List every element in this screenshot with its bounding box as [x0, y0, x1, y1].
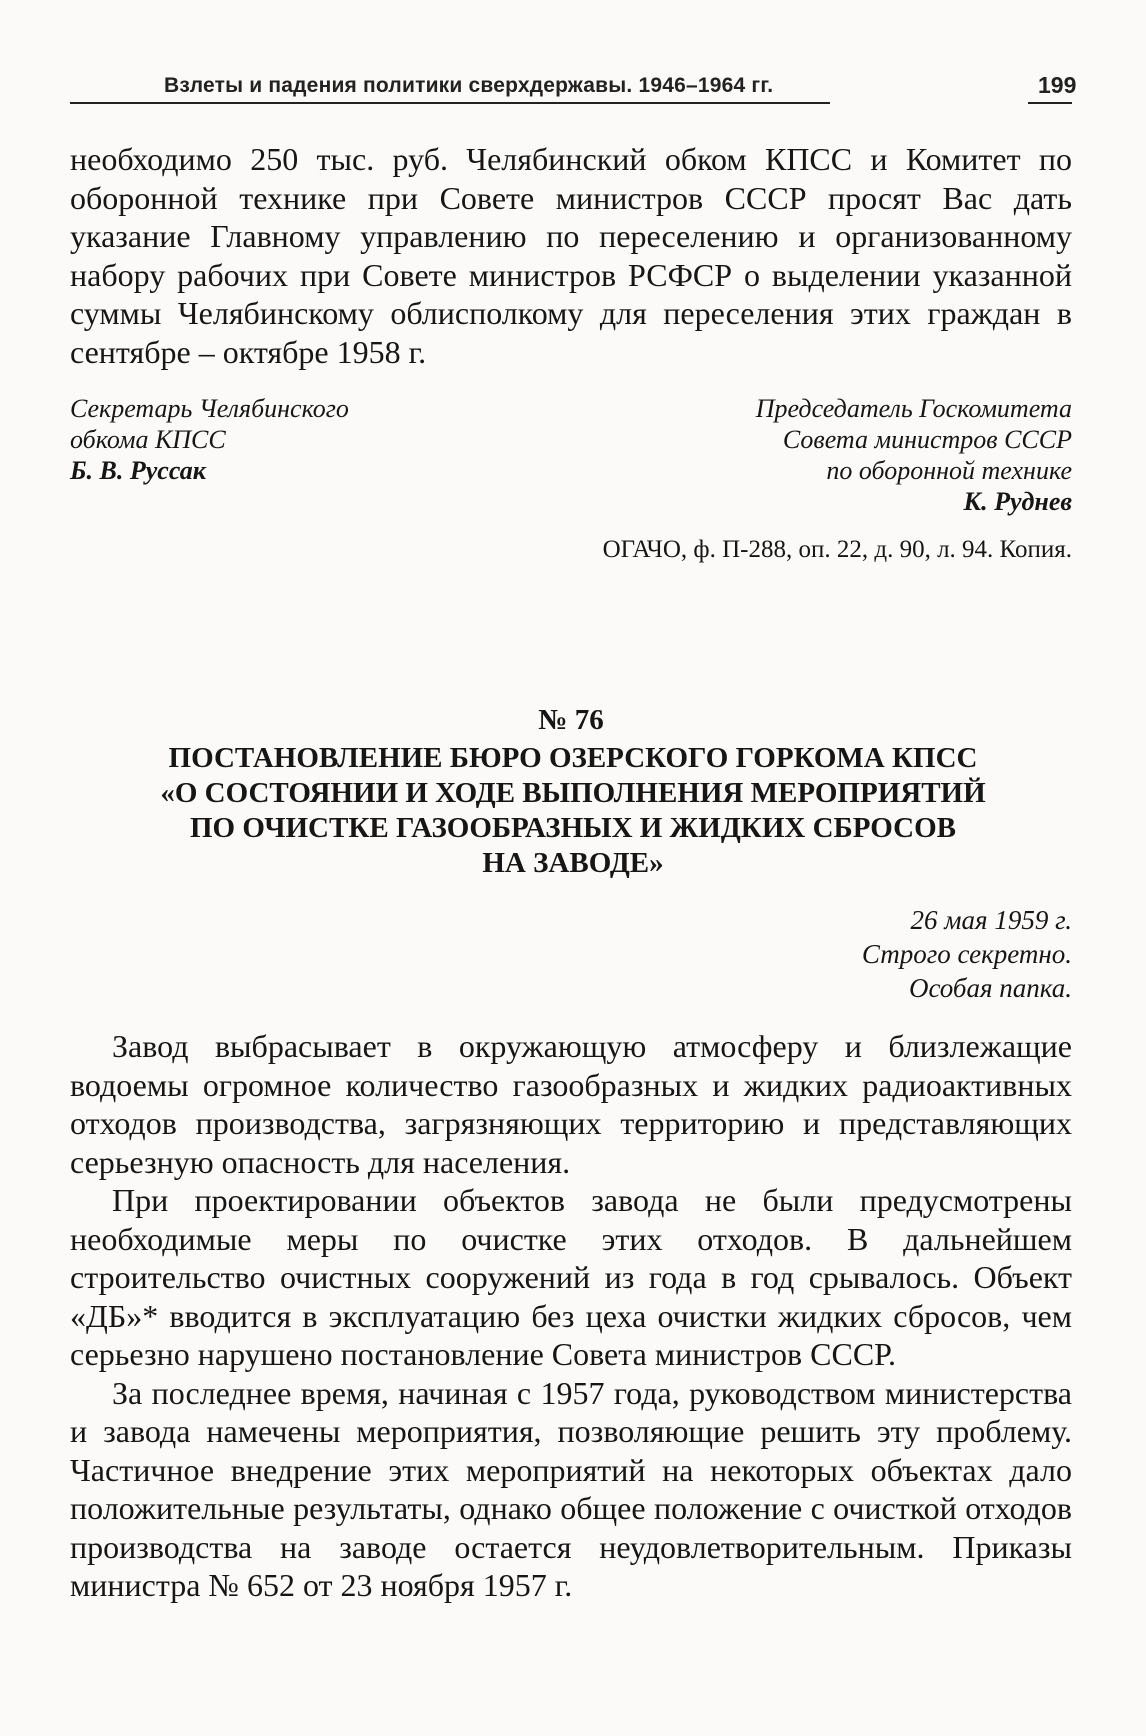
document-body [70, 1027, 1072, 1605]
signature-left-name: Б. В. Руссак [70, 456, 206, 485]
header-rule [70, 102, 830, 104]
body-paragraph: За последнее время, начиная с 1957 года, руководством министерства и завода намечены мероприятия, позволяющие решить эту проблему. Частичное внедрение этих мероприятий на некоторых объектах дало положительные результаты, однако общее положение с очисткой отходов производства на заводе остается неудовлетворительным. Приказы министра № 652 от 23 ноября 1957 г. [70, 1374, 1072, 1603]
signature-left [70, 393, 349, 486]
document-classification: Строго секретно. [861, 939, 1072, 969]
signatures-block [70, 393, 1072, 531]
signature-right [756, 393, 1072, 517]
body-paragraph: При проектировании объектов завода не были предусмотрены необходимые меры по очистке этих отходов. В дальнейшем строительство очистных сооружений из года в год срывалось. Объект «ДБ»* вводится в эксплуатацию без цеха очистки жидких сбросов, чем серьезно нарушено постановление Совета министров СССР. [70, 1182, 1072, 1372]
document-title-line: «О СОСТОЯНИИ И ХОДЕ ВЫПОЛНЕНИЯ МЕРОПРИЯТИЙ [160, 777, 986, 809]
document-title-line: НА ЗАВОДЕ» [482, 847, 664, 879]
document-number: № 76 [538, 704, 604, 736]
document-folder: Особая папка. [908, 973, 1072, 1003]
signature-left-position: Секретарь Челябинского [70, 394, 349, 423]
signature-right-position: Председатель Госкомитета [755, 394, 1072, 423]
document-title-line: ПО ОЧИСТКЕ ГАЗООБРАЗНЫХ И ЖИДКИХ СБРОСОВ [190, 812, 956, 844]
body-paragraph: Завод выбрасывает в окружающую атмосферу и близлежащие водоемы огромное количество газообразных и жидких радиоактивных отходов производства, загрязняющих территорию и представляющих серьезную опасность для населения. [70, 1028, 1072, 1180]
signature-right-department: по оборонной технике [826, 456, 1072, 485]
page-content [70, 140, 1072, 1605]
top-paragraph: необходимо 250 тыс. руб. Челябинский обком КПСС и Комитет по оборонной технике при Совете министров СССР просят Вас дать указание Главному управлению по переселению и организованному набору рабочих при Совете министров РСФСР о выделении указанной суммы Челябинскому облисполкому для переселения этих граждан в сентябре – октябре 1958 г. [70, 141, 1072, 370]
signature-right-name: К. Руднев [963, 487, 1072, 516]
document-title-line: ПОСТАНОВЛЕНИЕ БЮРО ОЗЕРСКОГО ГОРКОМА КПСС [168, 742, 978, 774]
document-date: 26 мая 1959 г. [910, 905, 1072, 935]
page-number: 199 [1038, 72, 1077, 98]
running-title: Взлеты и падения политики сверхдержавы. 1946–1964 гг. [164, 74, 774, 97]
running-header [70, 72, 1077, 108]
signature-left-organization: обкома КПСС [70, 425, 226, 454]
archive-reference: ОГАЧО, ф. П-288, оп. 22, д. 90, л. 94. Копия. [602, 536, 1072, 563]
signature-right-organization: Совета министров СССР [782, 425, 1072, 454]
header-rule-page [1028, 102, 1072, 104]
document-title [70, 741, 1072, 881]
document-meta [70, 903, 1072, 1005]
